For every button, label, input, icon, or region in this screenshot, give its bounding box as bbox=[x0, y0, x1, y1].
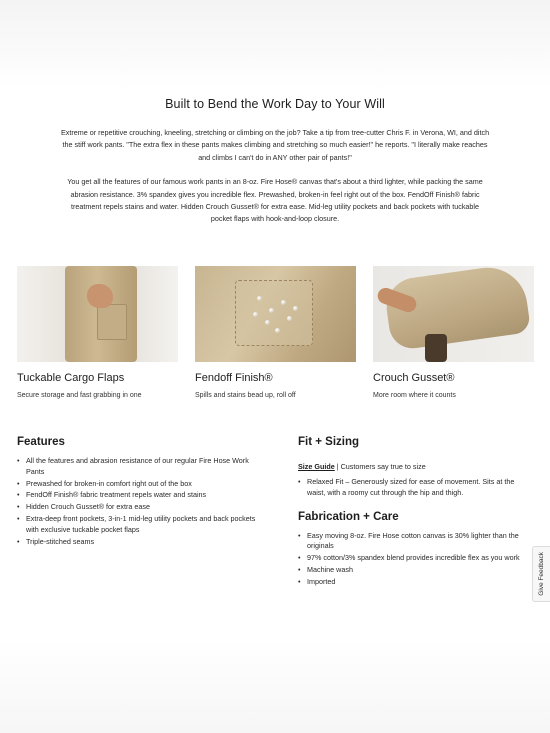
fabrication-list bbox=[298, 531, 534, 588]
intro-section bbox=[60, 97, 490, 226]
card-title: Tuckable Cargo Flaps bbox=[17, 372, 125, 384]
list-item: • FendOff Finish® fabric treatment repels water and stains bbox=[17, 490, 257, 501]
features-section bbox=[17, 436, 257, 548]
feature-card-cargo-flaps bbox=[17, 266, 178, 399]
cargo-flaps-photo bbox=[17, 266, 178, 362]
crouch-gusset-photo bbox=[373, 266, 534, 362]
card-desc: More room where it counts bbox=[373, 392, 456, 399]
list-item: • Easy moving 8-oz. Fire Hose cotton canvas is 30% lighter than the originals bbox=[298, 531, 534, 553]
give-feedback-button[interactable] bbox=[532, 546, 550, 602]
features-title: Features bbox=[17, 436, 65, 448]
feature-card-fendoff bbox=[195, 266, 356, 399]
feature-cards bbox=[17, 266, 533, 399]
size-note: | Customers say true to size bbox=[334, 462, 426, 471]
fit-title: Fit + Sizing bbox=[298, 436, 360, 448]
list-item: • 97% cotton/3% spandex blend provides incredible flex as you work bbox=[298, 553, 534, 564]
size-line bbox=[298, 462, 534, 471]
list-item: • Extra-deep front pockets, 3-in-1 mid-leg utility pockets and back pockets with exclusive tuckable pocket flaps bbox=[17, 514, 257, 536]
card-desc: Spills and stains bead up, roll off bbox=[195, 392, 296, 399]
fabrication-title: Fabrication + Care bbox=[298, 510, 399, 523]
give-feedback-label: Give Feedback bbox=[538, 552, 545, 596]
list-item: • Triple-stitched seams bbox=[17, 537, 257, 548]
card-title: Fendoff Finish® bbox=[195, 372, 273, 384]
fit-list bbox=[298, 477, 534, 499]
list-item: • Hidden Crouch Gusset® for extra ease bbox=[17, 502, 257, 513]
card-title: Crouch Gusset® bbox=[373, 372, 455, 384]
list-item: • Imported bbox=[298, 577, 534, 588]
list-item: • Prewashed for broken-in comfort right out of the box bbox=[17, 479, 257, 490]
card-desc: Secure storage and fast grabbing in one bbox=[17, 392, 142, 399]
intro-paragraph-2: You get all the features of our famous work pants in an 8-oz. Fire Hose® canvas that's about a third lighter, while packing the same abrasion resistance. 3% spandex gives you incredible flex. Prewashed, broken-in feel right out of the box. FendOff Finish® fabric treatment repels stains and water. Hidden Crouch Gusset® for extra ease. Mid-leg utility pockets and back pockets with tuckable pocket flaps with hook-and-loop closure. bbox=[67, 177, 483, 224]
bottom-fade bbox=[0, 640, 550, 733]
top-fade bbox=[0, 0, 550, 90]
size-guide-link[interactable]: Size Guide bbox=[298, 462, 335, 471]
feature-card-crouch-gusset bbox=[373, 266, 534, 399]
features-list bbox=[17, 456, 257, 547]
fit-fabrication-section bbox=[298, 436, 534, 589]
list-item: • Machine wash bbox=[298, 565, 534, 576]
list-item: • Relaxed Fit – Generously sized for ease of movement. Sits at the waist, with a roomy cut through the hip and thigh. bbox=[298, 477, 534, 499]
fendoff-finish-photo bbox=[195, 266, 356, 362]
list-item: • All the features and abrasion resistance of our regular Fire Hose Work Pants bbox=[17, 456, 257, 478]
intro-paragraph-1: Extreme or repetitive crouching, kneeling, stretching or climbing on the job? Take a tip from tree-cutter Chris F. in Verona, WI, and ditch the stiff work pants. "The extra flex in these pants makes climbing and stretching so much easier!" he reports. "I literally make reaches and climbs I can't do in ANY other pair of pants!" bbox=[60, 128, 490, 162]
intro-title: Built to Bend the Work Day to Your Will bbox=[165, 97, 385, 111]
